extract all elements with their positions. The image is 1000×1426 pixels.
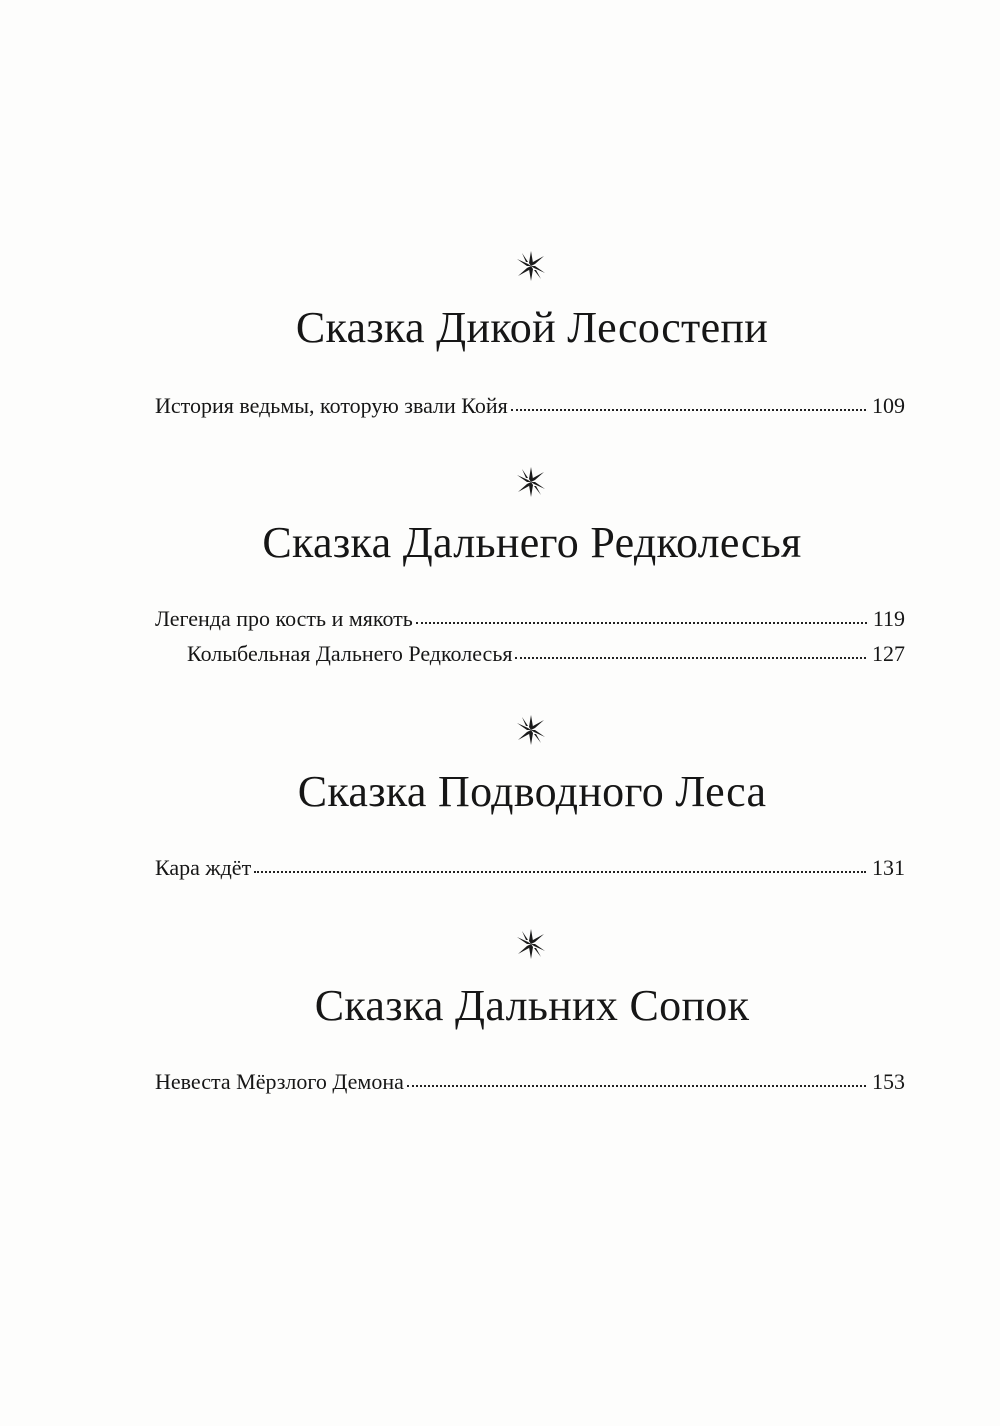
section-title: Сказка Подводного Леса (297, 767, 767, 816)
dot-leader (511, 408, 866, 411)
ornament-star-icon (514, 465, 548, 499)
ornament-star-icon (514, 927, 548, 961)
section-title: Сказка Дикой Лесостепи (295, 303, 769, 352)
entry-title: История ведьмы, которую звали Койя (155, 393, 508, 418)
dot-leader (407, 1084, 866, 1087)
section-title: Сказка Дальнего Редколесья (262, 518, 802, 567)
entry-page-number: 131 (872, 855, 905, 880)
toc-entry[interactable] (155, 604, 905, 634)
ornament-star-icon (514, 249, 548, 283)
entry-title: Невеста Мёрзлого Демона (155, 1069, 404, 1094)
toc-entry[interactable] (187, 639, 905, 669)
entry-title: Кара ждёт (155, 855, 252, 880)
ornament-star-icon (514, 713, 548, 747)
entry-page-number: 109 (872, 393, 905, 418)
entry-page-number: 153 (872, 1069, 905, 1094)
toc-entry[interactable] (155, 1067, 905, 1097)
dot-leader (416, 621, 867, 624)
toc-entry[interactable] (155, 853, 905, 883)
entry-page-number: 119 (872, 606, 905, 631)
section-title: Сказка Дальних Сопок (314, 981, 750, 1030)
toc-entry[interactable] (155, 391, 905, 421)
dot-leader (254, 870, 866, 873)
entry-title: Легенда про кость и мякоть (155, 606, 413, 631)
entry-page-number: 127 (872, 641, 905, 666)
entry-title: Колыбельная Дальнего Редколесья (187, 641, 513, 666)
dot-leader (515, 656, 866, 659)
